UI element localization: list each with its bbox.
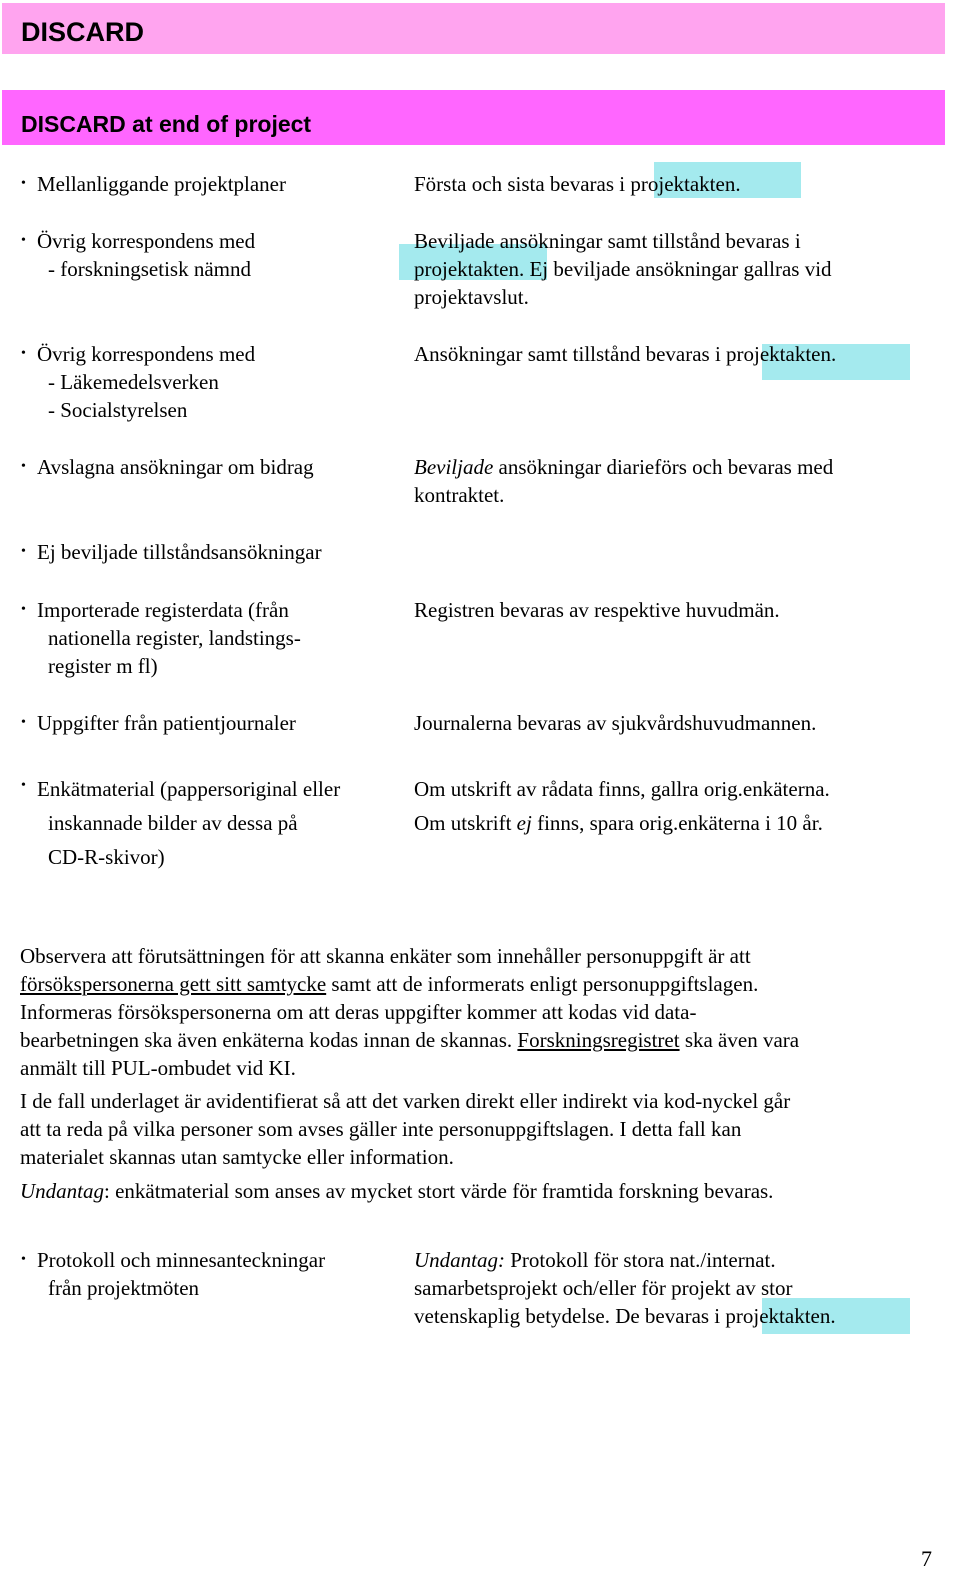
item-4-rule: Beviljade ansökningar diarieförs och bevaras med kontraktet. xyxy=(414,455,834,507)
page-title: DISCARD xyxy=(21,17,145,47)
section-title: DISCARD at end of project xyxy=(21,111,312,137)
note-paragraph-2: I de fall underlaget är avidentifierat så att det varken direkt eller indirekt via kod-nyckel går att ta reda på vilka personer som avses gäller inte personuppgiftslagen. I detta fall kan materialet skannas utan samtycke eller information. xyxy=(20,1089,791,1169)
subheader-bar xyxy=(2,90,945,145)
item-1-rule: Första och sista bevaras i projektakten. xyxy=(414,172,741,196)
item-9-label: Protokoll och minnesanteckningar från projektmöten xyxy=(37,1248,326,1300)
bullet-icon: • xyxy=(21,715,26,730)
item-2-rule: Beviljade ansökningar samt tillstånd bevaras i projektakten. Ej beviljade ansökningar gallras vid projektavslut. xyxy=(414,229,832,309)
item-1-label: Mellanliggande projektplaner xyxy=(37,172,286,196)
bullet-icon: • xyxy=(21,233,26,248)
page-number: 7 xyxy=(921,1546,932,1571)
item-9-rule: Undantag: Protokoll för stora nat./internat. samarbetsprojekt och/eller för projekt av stor vetenskaplig betydelse. De bevaras i projektakten. xyxy=(414,1248,836,1328)
item-6-label: Importerade registerdata (från nationella register, landstings- register m fl) xyxy=(37,598,301,678)
bullet-icon: • xyxy=(21,176,26,191)
bullet-icon: • xyxy=(21,544,26,559)
item-3-rule: Ansökningar samt tillstånd bevaras i projektakten. xyxy=(414,342,837,366)
bullet-icon: • xyxy=(21,1252,26,1267)
item-4-label: Avslagna ansökningar om bidrag xyxy=(37,455,314,479)
item-5-label: Ej beviljade tillståndsansökningar xyxy=(37,540,322,564)
item-7-label: Uppgifter från patientjournaler xyxy=(37,711,296,735)
item-8-label: Enkätmaterial (pappersoriginal eller inskannade bilder av dessa på CD-R-skivor) xyxy=(37,777,341,869)
header-bar xyxy=(2,3,945,54)
item-3-label: Övrig korrespondens med - Läkemedelsverken - Socialstyrelsen xyxy=(37,342,256,422)
item-8-rule: Om utskrift av rådata finns, gallra orig.enkäterna. Om utskrift ej finns, spara orig.enkäterna i 10 år. xyxy=(414,777,830,835)
note-paragraph-3: Undantag: enkätmaterial som anses av mycket stort värde för framtida forskning bevaras. xyxy=(20,1179,774,1203)
item-2-label: Övrig korrespondens med - forskningsetisk nämnd xyxy=(37,229,256,281)
item-6-rule: Registren bevaras av respektive huvudmän. xyxy=(414,598,780,622)
bullet-icon: • xyxy=(21,602,26,617)
bullet-icon: • xyxy=(21,346,26,361)
item-7-rule: Journalerna bevaras av sjukvårdshuvudmannen. xyxy=(414,711,817,735)
bullet-icon: • xyxy=(21,778,26,793)
bullet-icon: • xyxy=(21,459,26,474)
note-paragraph-1: Observera att förutsättningen för att skanna enkäter som innehåller personuppgift är att försökspersonerna gett sitt samtycke samt att de informerats enligt personuppgiftslagen. Informeras försökspersonerna om att deras uppgifter kommer att kodas vid data- bearbetningen ska även enkäterna kodas innan de skannas. Forskningsregistret ska även vara anmält till PUL-ombudet vid KI. xyxy=(20,944,800,1080)
